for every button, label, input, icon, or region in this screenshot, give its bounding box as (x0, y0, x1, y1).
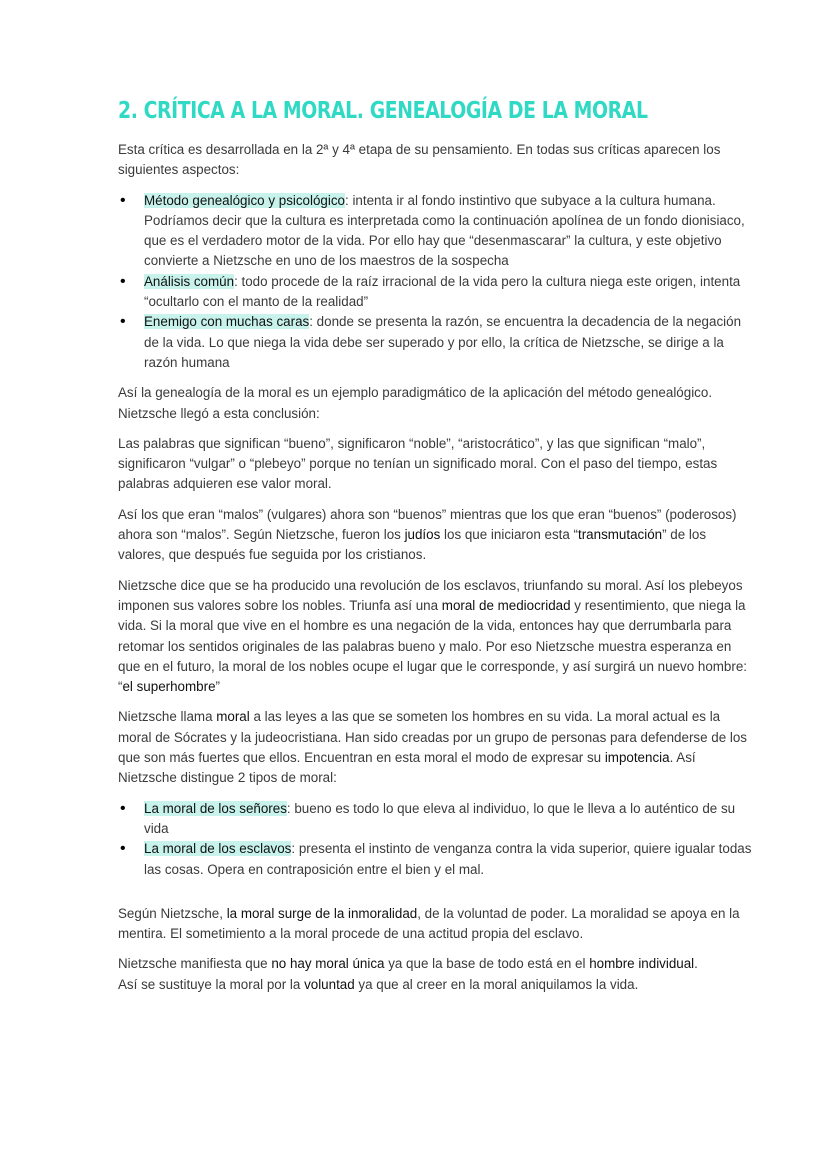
unica-paragraph: Nietzsche manifiesta que no hay moral única ya que la base de todo está en el hombre individual. Así se sustituye la moral por la voluntad ya que al creer en la moral aniquilamos la vida. (118, 956, 698, 992)
spacer (118, 890, 754, 904)
document-body (118, 140, 754, 1005)
morals-list (118, 799, 754, 880)
list-item: • Enemigo con muchas caras: donde se presenta la razón, se encuentra la decadencia de la negación de la vida. Lo que niega la vida debe ser superado y por ello, la crítica de Nietzsche, se dirige a la razón humana (118, 312, 754, 373)
revolucion-paragraph: Nietzsche dice que se ha producido una revolución de los esclavos, triunfando su moral. Así los plebeyos imponen sus valores sobre los nobles. Triunfa así una moral de mediocridad y resentimiento, que niega la vida. Si la moral que vive en el hombre es una negación de la vida, entonces hay que derrumbarla para retomar los sentidos originales de las palabras bueno y malo. Por eso Nietzsche muestra esperanza en que en el futuro, la moral de los nobles ocupe el lugar que le corresponde, y así surgirá un nuevo hombre: “el superhombre” (118, 577, 748, 695)
highlighted-term: Método genealógico y psicológico (144, 192, 345, 208)
aspects-list (118, 191, 754, 374)
list-item: • Método genealógico y psicológico: intenta ir al fondo instintivo que subyace a la cultura humana. Podríamos decir que la cultura es interpretada como la continuación apolínea de un fondo dionisiaco, que es el verdadero motor de la vida. Por ello hay que “desenmascarar” la cultura, y este objetivo convierte a Nietzsche en uno de los maestros de la sospecha (118, 191, 754, 272)
highlighted-term: La moral de los esclavos (144, 841, 292, 857)
list-item: • Análisis común: todo procede de la raíz irracional de la vida pero la cultura niega este origen, intenta “ocultarlo con el manto de la realidad” (118, 272, 754, 313)
words-paragraph: Las palabras que significan “bueno”, significaron “noble”, “aristocrático”, y las que significan “malo”, significaron “vulgar” o “plebeyo” porque no tenían un significado moral. Con el paso del tiempo, estas palabras adquieren ese valor moral. (118, 435, 718, 492)
list-item: • La moral de los esclavos: presenta el instinto de venganza contra la vida superior, quiere igualar todas las cosas. Opera en contraposición entre el bien y el mal. (118, 839, 754, 880)
malos-paragraph: Así los que eran “malos” (vulgares) ahora son “buenos” mientras que los que eran “buenos” (poderosos) ahora son “malos”. Según Nietzsche, fueron los judíos los que iniciaron esta “transmutación” de los valores, que después fue seguida por los cristianos. (118, 506, 737, 563)
list-item: • La moral de los señores: bueno es todo lo que eleva al individuo, lo que le lleva a lo auténtico de su vida (118, 799, 754, 840)
highlighted-term: La moral de los señores (144, 800, 287, 816)
intro-paragraph: Esta crítica es desarrollada en la 2ª y 4ª etapa de su pensamiento. En todas sus críticas aparecen los siguientes aspectos: (118, 142, 721, 178)
genealogy-paragraph: Así la genealogía de la moral es un ejemplo paradigmático de la aplicación del método genealógico. Nietzsche llegó a esta conclusión: (118, 385, 713, 421)
surge-paragraph: Según Nietzsche, la moral surge de la inmoralidad, de la voluntad de poder. La moralidad se apoya en la mentira. El sometimiento a la moral procede de una actitud propia del esclavo. (118, 905, 740, 942)
llama-paragraph: Nietzsche llama moral a las leyes a las que se someten los hombres en su vida. La moral actual es la moral de Sócrates y la judeocristiana. Han sido creadas por un grupo de personas para defenderse de los que son más fuertes que ellos. Encuentran en esta moral el modo de expresar su impotencia. Así Nietzsche distingue 2 tipos de moral: (118, 709, 747, 786)
highlighted-term: Enemigo con muchas caras (144, 314, 310, 330)
section-title: 2. CRÍTICA A LA MORAL. GENEALOGÍA DE LA MORAL (118, 98, 648, 124)
highlighted-term: Análisis común (144, 273, 235, 289)
